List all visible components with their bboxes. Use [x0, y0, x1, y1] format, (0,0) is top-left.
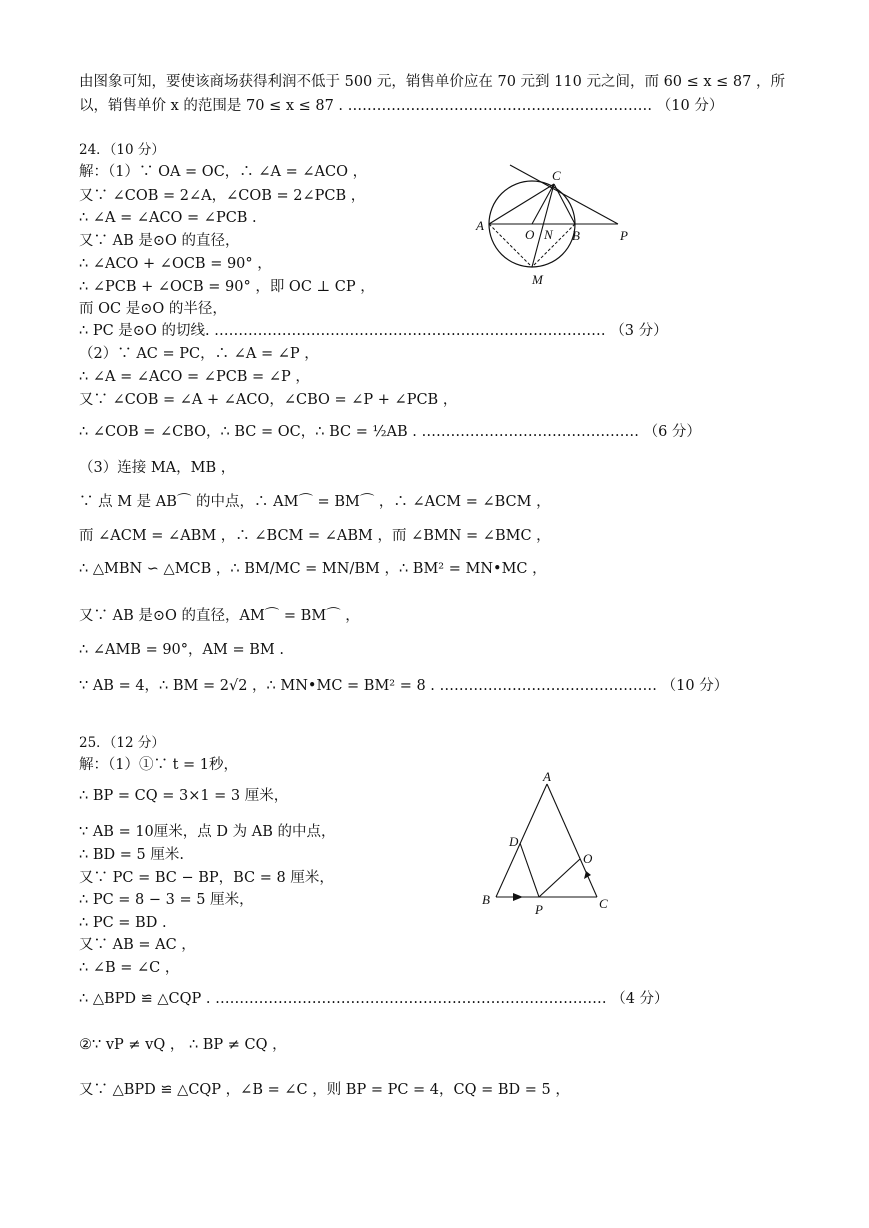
- text-line: ∴ PC = BD .: [79, 915, 167, 931]
- arrow-cq: [584, 871, 591, 879]
- text-line: ∴ ∠AMB = 90°，AM = BM .: [79, 642, 284, 658]
- text-line: 解：（1）①∵ t = 1秒，: [79, 757, 239, 773]
- text-line: ∴ ∠ACO + ∠OCB = 90° ，: [79, 256, 272, 272]
- text-line: ∴ ∠COB = ∠CBO，∴ BC = OC，∴ BC = ½AB . ……………………………………… （6 分）: [79, 424, 701, 440]
- label-c: C: [552, 168, 561, 183]
- label-o: O: [525, 227, 535, 242]
- triangle-figure: [475, 769, 625, 922]
- text-line: 又∵ ∠COB = ∠A + ∠ACO，∠CBO = ∠P + ∠PCB ，: [79, 392, 458, 408]
- circle-tangent-figure: [470, 160, 640, 295]
- label-a: A: [543, 769, 551, 784]
- text-line: ∵ AB = 10厘米，点 D 为 AB 的中点，: [79, 824, 336, 840]
- segment-bc: [554, 184, 575, 224]
- text-line: ∴ BD = 5 厘米.: [79, 847, 184, 863]
- text-line: ∴ ∠A = ∠ACO = ∠PCB = ∠P ，: [79, 369, 310, 385]
- text-line: ∴ PC = 8 − 3 = 5 厘米，: [79, 892, 254, 908]
- text-line: ②∵ vP ≠ vQ ， ∴ BP ≠ CQ ，: [79, 1037, 287, 1053]
- text-line: ∴ ∠B = ∠C ，: [79, 960, 180, 976]
- segment-pq: [539, 859, 580, 897]
- label-n: N: [544, 227, 553, 242]
- text-line: ∴ PC 是⊙O 的切线. ……………………………………………………………………… （3 分）: [79, 323, 668, 339]
- label-m: M: [532, 272, 543, 287]
- text-line: ∴ ∠PCB + ∠OCB = 90° ，即 OC ⊥ CP ，: [79, 279, 375, 295]
- segment-dp: [520, 843, 539, 897]
- label-p: P: [535, 902, 543, 917]
- text-line: 又∵ AB 是⊙O 的直径，AM⌒ = BM⌒ ，: [79, 608, 360, 624]
- text-line: 而 ∠ACM = ∠ABM ，∴ ∠BCM = ∠ABM ，而 ∠BMN = ∠BMC ，: [79, 528, 551, 544]
- text-line: 由图象可知，要使该商场获得利润不低于 500 元，销售单价应在 70 元到 110 元之间，而 60 ≤ x ≤ 87 ，所: [79, 74, 785, 90]
- problem-heading-25: 25．（12 分）: [79, 735, 165, 751]
- label-q: O: [583, 851, 593, 866]
- text-line: ∵ AB = 4，∴ BM = 2√2 ，∴ MN•MC = BM² = 8 . ……………………………………… （10 分）: [79, 678, 729, 694]
- segment-cm: [532, 184, 554, 267]
- label-c: C: [599, 896, 608, 911]
- label-b: B: [572, 228, 580, 243]
- text-line: （3）连接 MA，MB ，: [79, 460, 236, 476]
- arrow-bp: [513, 893, 523, 901]
- segment-ac: [489, 184, 554, 224]
- text-line: （2）∵ AC = PC，∴ ∠A = ∠P ，: [79, 346, 319, 362]
- label-d: D: [509, 834, 519, 849]
- text-line: ∴ BP = CQ = 3×1 = 3 厘米，: [79, 788, 289, 804]
- problem-heading-24: 24．（10 分）: [79, 142, 165, 158]
- side-ab: [496, 784, 547, 897]
- text-line: 又∵ PC = BC − BP，BC = 8 厘米，: [79, 870, 334, 886]
- text-line: 而 OC 是⊙O 的半径，: [79, 301, 227, 317]
- text-line: 以，销售单价 x 的范围是 70 ≤ x ≤ 87 . ……………………………………………………… （10 分）: [79, 98, 724, 114]
- segment-oc: [532, 184, 554, 224]
- text-line: ∴ ∠A = ∠ACO = ∠PCB .: [79, 210, 257, 226]
- text-line: 又∵ △BPD ≌ △CQP ，∠B = ∠C ，则 BP = PC = 4，CQ = BD = 5 ，: [79, 1082, 570, 1098]
- label-p: P: [620, 228, 628, 243]
- side-ac: [547, 784, 597, 897]
- text-line: 又∵ AB = AC ，: [79, 937, 196, 953]
- text-line: ∴ △MBN ∽ △MCB ，∴ BM/MC = MN/BM ，∴ BM² = MN•MC ，: [79, 561, 547, 577]
- label-b: B: [482, 892, 490, 907]
- text-line: ∵ 点 M 是 AB⌒ 的中点，∴ AM⌒ = BM⌒ ，∴ ∠ACM = ∠BCM ，: [79, 494, 551, 510]
- text-line: 解：（1）∵ OA = OC，∴ ∠A = ∠ACO ，: [79, 164, 368, 180]
- label-a: A: [476, 218, 484, 233]
- text-line: ∴ △BPD ≌ △CQP . ……………………………………………………………………… （4 分）: [79, 991, 669, 1007]
- text-line: 又∵ AB 是⊙O 的直径，: [79, 233, 240, 249]
- text-line: 又∵ ∠COB = 2∠A，∠COB = 2∠PCB ，: [79, 188, 366, 204]
